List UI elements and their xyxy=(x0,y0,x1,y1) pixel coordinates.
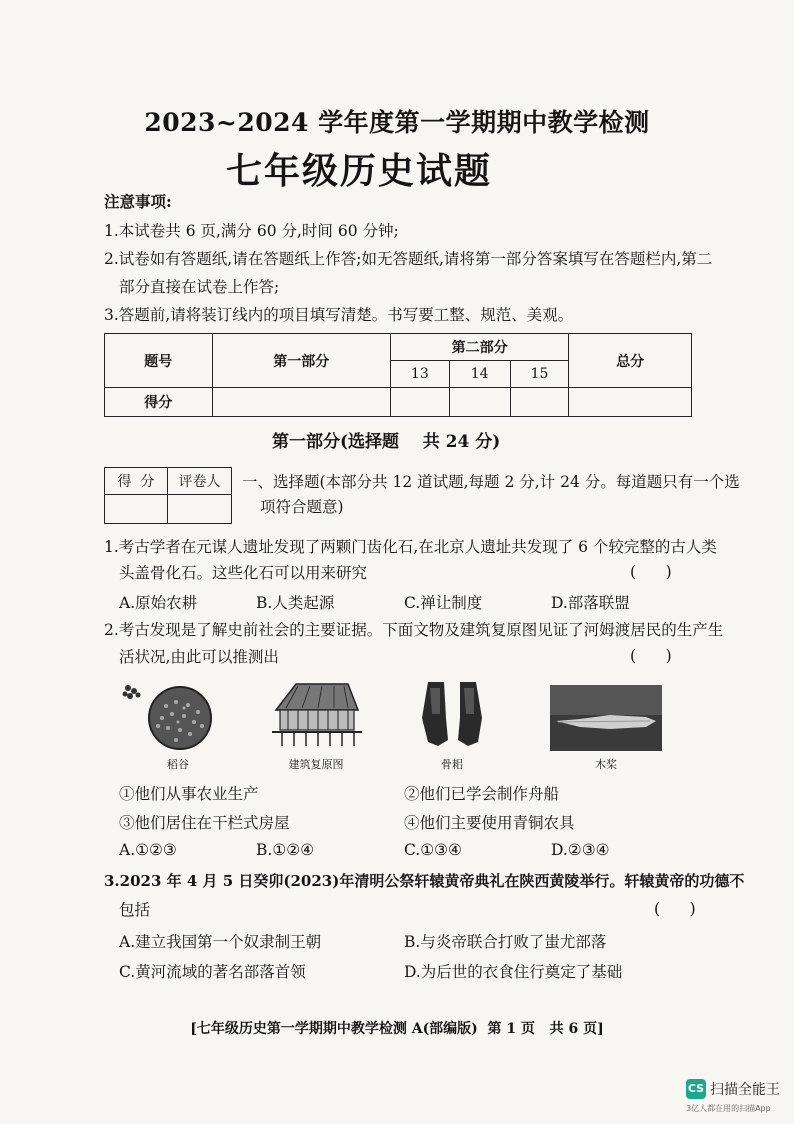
section1-title: 第一部分(选择题 共 24 分) xyxy=(272,432,501,452)
q1-stem: 1.考古学者在元谋人遗址发现了两颗门齿化石,在北京人遗址共发现了 6 个较完整的古人类 xyxy=(104,538,717,556)
page-footer: [七年级历史第一学期期中教学检测 A(部编版) 第 1 页 共 6 页] xyxy=(190,1021,604,1037)
note-item: 3.答题前,请将装订线内的项目填写清楚。书写要工整、规范、美观。 xyxy=(104,306,574,324)
exam-title: 2023~2024 学年度第一学期期中教学检测 xyxy=(144,108,650,137)
camscanner-name: 扫描全能王 xyxy=(710,1082,780,1098)
bone-spade-image xyxy=(416,678,488,750)
camscanner-tagline: 3亿人都在用的扫描App xyxy=(686,1104,771,1113)
q2-statement-1: ①他们从事农业生产 xyxy=(119,785,259,803)
header-question-number: 题号 xyxy=(105,334,213,388)
q3-option-d[interactable]: D.为后世的衣食住行奠定了基础 xyxy=(404,963,623,981)
score-cell-q15[interactable] xyxy=(510,388,569,417)
stilt-house-image xyxy=(268,678,364,750)
q3-stem: 3.2023 年 4 月 5 日癸卯(2023)年清明公祭轩辕黄帝典礼在陕西黄陵举行。轩辕黄帝的功德不 xyxy=(104,872,745,890)
image-caption: 建筑复原图 xyxy=(288,758,344,771)
q3-stem-cont: 包括 xyxy=(119,901,151,919)
q3-option-c[interactable]: C.黄河流域的著名部落首领 xyxy=(119,963,306,981)
q3-option-a[interactable]: A.建立我国第一个奴隶制王朝 xyxy=(119,933,322,951)
q3-answer-paren[interactable]: ( ) xyxy=(654,900,696,918)
image-caption: 骨耜 xyxy=(441,758,463,771)
notes-heading: 注意事项: xyxy=(104,192,172,211)
section1-instruction-cont: 项符合题意) xyxy=(260,498,344,516)
note-item: 部分直接在试卷上作答; xyxy=(119,278,280,296)
q2-option-a[interactable]: A.①②③ xyxy=(119,841,177,859)
score-row-label: 得分 xyxy=(105,388,213,417)
wooden-paddle-image xyxy=(550,685,662,751)
q1-answer-paren[interactable]: ( ) xyxy=(630,563,672,581)
grader-label: 评卷人 xyxy=(168,468,232,495)
rice-grain-image xyxy=(118,680,226,752)
q2-stem-cont: 活状况,由此可以推测出 xyxy=(119,648,279,666)
q2-statement-4: ④他们主要使用青铜农具 xyxy=(404,814,575,832)
q1-stem-cont: 头盖骨化石。这些化石可以用来研究 xyxy=(119,564,368,582)
q2-option-d[interactable]: D.②③④ xyxy=(551,841,610,859)
score-table xyxy=(104,333,692,417)
sub-q13: 13 xyxy=(390,361,449,388)
image-caption: 木桨 xyxy=(595,758,617,771)
score-cell-q14[interactable] xyxy=(449,388,510,417)
q2-option-b[interactable]: B.①②④ xyxy=(256,841,315,859)
q3-option-b[interactable]: B.与炎帝联合打败了蚩尤部落 xyxy=(404,933,607,951)
image-caption: 稻谷 xyxy=(167,758,189,771)
header-total: 总分 xyxy=(569,334,692,388)
q1-option-c[interactable]: C.禅让制度 xyxy=(404,594,483,612)
note-item: 2.试卷如有答题纸,请在答题纸上作答;如无答题纸,请将第一部分答案填写在答题栏内,第二 xyxy=(104,250,713,268)
q1-option-b[interactable]: B.人类起源 xyxy=(256,594,335,612)
grader-table xyxy=(104,467,232,524)
q1-option-d[interactable]: D.部落联盟 xyxy=(551,594,630,612)
score-cell-q13[interactable] xyxy=(390,388,449,417)
q2-option-c[interactable]: C.①③④ xyxy=(404,841,462,859)
q1-option-a[interactable]: A.原始农耕 xyxy=(119,594,198,612)
grader-name-cell[interactable] xyxy=(168,495,232,524)
grader-score-cell[interactable] xyxy=(105,495,168,524)
q2-stem: 2.考古发现是了解史前社会的主要证据。下面文物及建筑复原图见证了河姆渡居民的生产生 xyxy=(104,621,724,639)
camscanner-logo-icon: CS xyxy=(686,1079,706,1099)
exam-subject-title: 七年级历史试题 xyxy=(226,151,493,192)
section1-instruction: 一、选择题(本部分共 12 道试题,每题 2 分,计 24 分。每道题只有一个选 xyxy=(242,473,740,491)
note-item: 1.本试卷共 6 页,满分 60 分,时间 60 分钟; xyxy=(104,222,399,240)
sub-q15: 15 xyxy=(510,361,569,388)
score-cell-part1[interactable] xyxy=(212,388,390,417)
sub-q14: 14 xyxy=(449,361,510,388)
header-part2: 第二部分 xyxy=(390,334,568,361)
q2-answer-paren[interactable]: ( ) xyxy=(630,647,672,665)
q2-statement-2: ②他们已学会制作舟船 xyxy=(404,785,560,803)
header-part1: 第一部分 xyxy=(212,334,390,388)
grader-score-label: 得 分 xyxy=(105,468,168,495)
q2-statement-3: ③他们居住在干栏式房屋 xyxy=(119,814,290,832)
score-cell-total[interactable] xyxy=(569,388,692,417)
